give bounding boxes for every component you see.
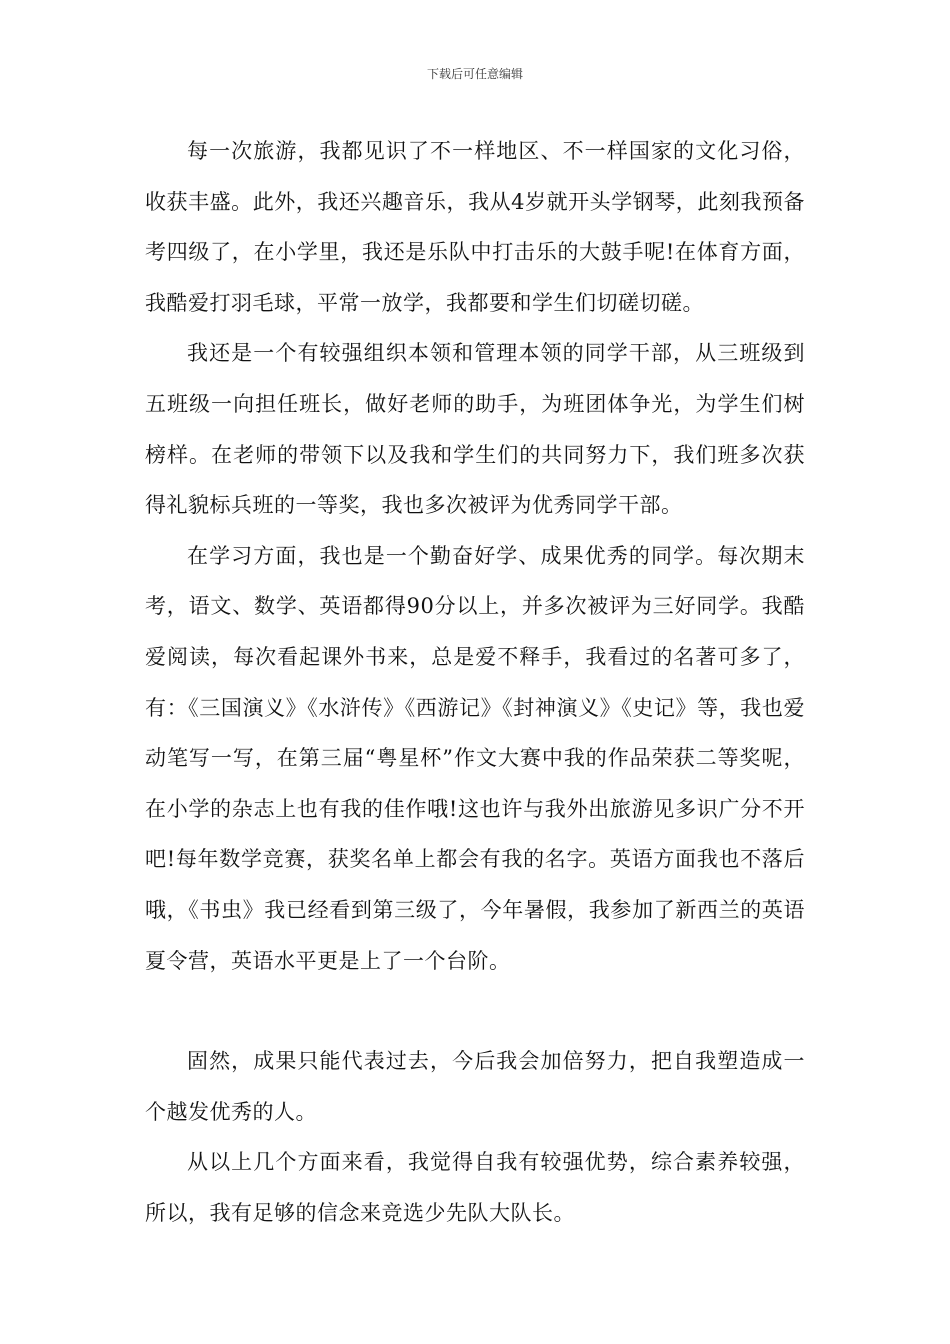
paragraph-gap <box>145 986 805 1036</box>
paragraph-travel-hobbies: 每一次旅游，我都见识了不一样地区、不一样国家的文化习俗，收获丰盛。此外，我还兴趣音乐，我从4岁就开头学钢琴，此刻我预备考四级了，在小学里，我还是乐队中打击乐的大鼓手呢!在体育方面，我酷爱打羽毛球，平常一放学，我都要和学生们切磋切磋。 <box>145 139 805 315</box>
paragraph-class-leader: 我还是一个有较强组织本领和管理本领的同学干部，从三班级到五班级一向担任班长，做好老师的助手，为班团体争光，为学生们树榜样。在老师的带领下以及我和学生们的共同努力下，我们班多次获得礼貌标兵班的一等奖，我也多次被评为优秀同学干部。 <box>145 341 805 518</box>
paragraph-future: 固然，成果只能代表过去，今后我会加倍努力，把自我塑造成一个越发优秀的人。 <box>145 1049 805 1124</box>
document-body <box>145 126 805 1238</box>
paragraph-conclusion: 从以上几个方面来看，我觉得自我有较强优势，综合素养较强，所以，我有足够的信念来竞选少先队大队长。 <box>145 1150 805 1225</box>
page-header: 下载后可任意编辑 <box>426 67 523 81</box>
paragraph-study: 在学习方面，我也是一个勤奋好学、成果优秀的同学。每次期末考，语文、数学、英语都得90分以上，并多次被评为三好同学。我酷爱阅读，每次看起课外书来，总是爱不释手，我看过的名著可多了，有：《三国演义》《水浒传》《西游记》《封神演义》《史记》等，我也爱动笔写一写，在第三届“粤星杯”作文大赛中我的作品荣获二等奖呢，在小学的杂志上也有我的佳作哦!这也许与我外出旅游见多识广分不开吧!每年数学竞赛，获奖名单上都会有我的名字。英语方面我也不落后哦，《书虫》我已经看到第三级了，今年暑假，我参加了新西兰的英语夏令营，英语水平更是上了一个台阶。 <box>145 543 805 973</box>
